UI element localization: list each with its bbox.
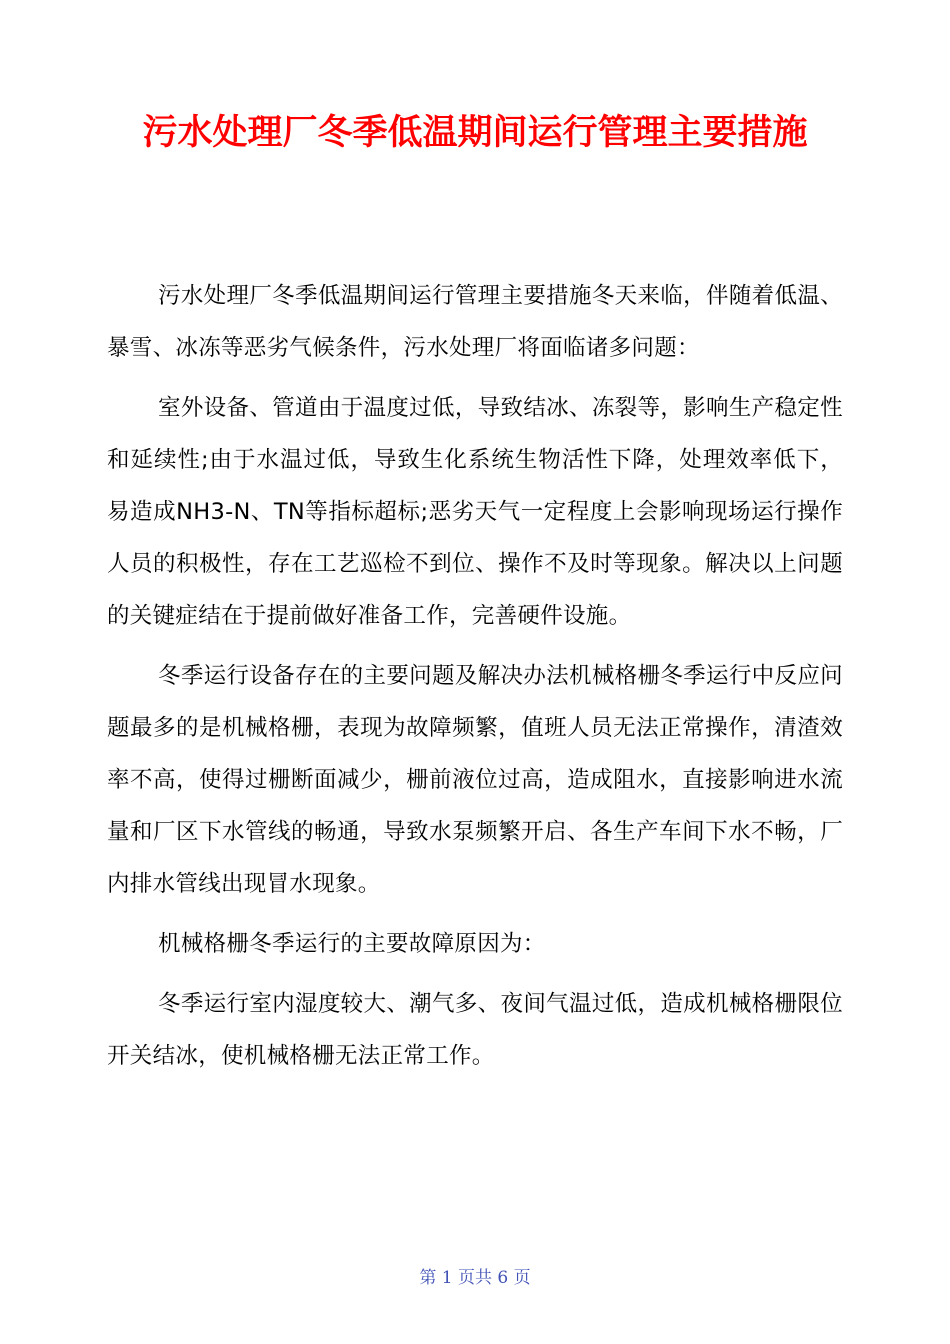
paragraph: 污水处理厂冬季低温期间运行管理主要措施冬天来临，伴随着低温、暴雪、冰冻等恶劣气候条件，污水处理厂将面临诸多问题： xyxy=(107,283,843,361)
paragraph: 冬季运行室内湿度较大、潮气多、夜间气温过低，造成机械格栅限位开关结冰，使机械格栅无法正常工作。 xyxy=(107,991,843,1069)
paragraph: 机械格栅冬季运行的主要故障原因为： xyxy=(158,931,546,957)
paragraph: 室外设备、管道由于温度过低，导致结冰、冻裂等，影响生产稳定性和延续性;由于水温过低，导致生化系统生物活性下降，处理效率低下，易造成NH3-N、TN等指标超标;恶劣天气一定程度上会影响现场运行操作人员的积极性，存在工艺巡检不到位、操作不及时等现象。解决以上问题的关键症结在于提前做好准备工作，完善硬件设施。 xyxy=(107,395,843,629)
paragraph: 冬季运行设备存在的主要问题及解决办法机械格栅冬季运行中反应问题最多的是机械格栅，表现为故障频繁，值班人员无法正常操作，清渣效率不高，使得过栅断面减少，栅前液位过高，造成阻水，直接影响进水流量和厂区下水管线的畅通，导致水泵频繁开启、各生产车间下水不畅，厂内排水管线出现冒水现象。 xyxy=(107,663,843,897)
page-number-footer: 第 1 页共 6 页 xyxy=(419,1268,531,1288)
document-body xyxy=(107,270,843,1090)
document-title: 污水处理厂冬季低温期间运行管理主要措施 xyxy=(142,113,808,153)
